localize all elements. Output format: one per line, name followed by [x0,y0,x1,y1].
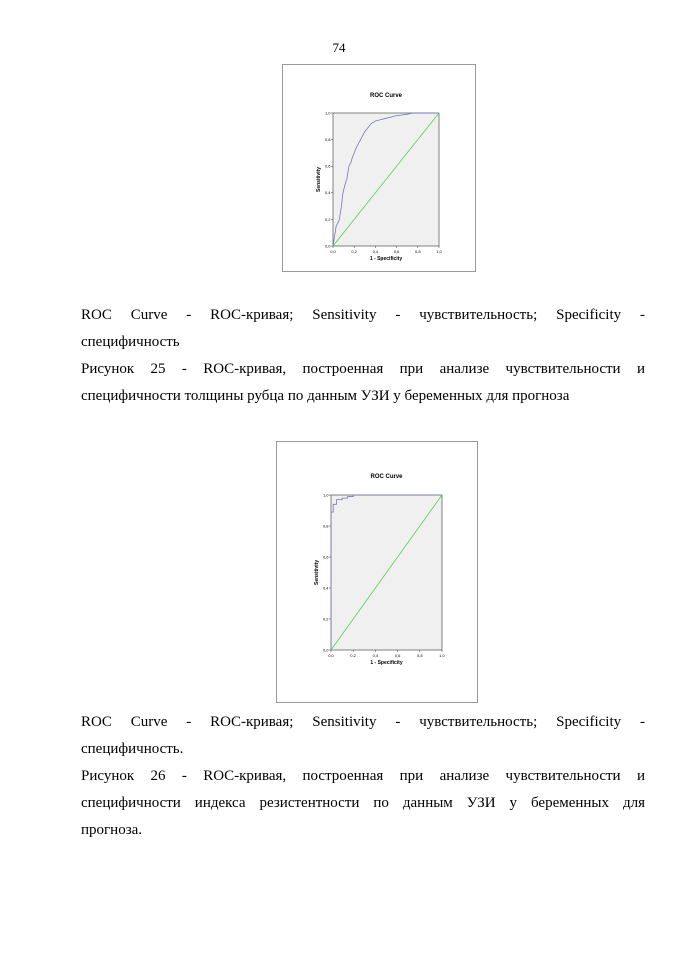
x-tick-label: 0,2 [350,653,356,658]
figure-25-title-line-2: специфичности толщины рубца по данным УЗИ у беременных для прогноза [81,388,570,404]
x-tick-label: 0,8 [415,249,421,254]
y-tick-label: 0,4 [322,585,329,591]
figure-26-legend-line-1: ROC Curve - ROC-кривая; Sensitivity - чувствительность; Specificity - [81,714,645,730]
x-axis-title: 1 - Specificity [369,256,403,262]
y-axis-title: Sensitivity [314,559,320,586]
x-tick-label: 0,4 [372,249,379,254]
y-tick-label: 0,8 [324,137,331,142]
y-tick-label: 0,2 [324,216,331,222]
figure-25-legend-line-2: специфичность [81,334,180,350]
y-tick-label: 1,0 [324,110,331,116]
y-tick-label: 0,0 [324,243,331,249]
x-tick-label: 0,0 [330,249,336,254]
figure-26-caption [81,709,645,844]
figure-26-legend-line-2: специфичность. [81,741,184,757]
figure-25-title-line-1: Рисунок 25 - ROC-кривая, построенная при анализе чувствительности и [81,361,645,377]
y-axis-title: Sensitivity [316,166,322,193]
chart-title: ROC Curve [369,93,403,99]
y-tick-label: 0,8 [322,523,329,529]
x-axis-title: 1 - Specificity [370,660,403,666]
page-number: 74 [332,40,346,55]
figure-26-frame [276,441,478,703]
figure-26-title-line-3: прогноза. [81,822,143,838]
figure-25-legend-line-1: ROC Curve - ROC-кривая; Sensitivity - чувствительность; Specificity - [81,307,645,323]
y-tick-label: 0,6 [322,554,329,560]
y-tick-label: 0,4 [324,190,331,196]
roc-chart-figure-25 [283,65,475,271]
y-tick-label: 1,0 [322,492,329,498]
x-tick-label: 0,8 [417,653,423,658]
x-tick-label: 0,0 [328,653,334,658]
x-tick-label: 1,0 [439,653,445,658]
chart-title: ROC Curve [370,474,403,480]
x-tick-label: 0,6 [393,249,400,254]
x-tick-label: 0,6 [394,653,401,658]
y-tick-label: 0,0 [322,647,329,653]
y-tick-label: 0,2 [322,616,329,622]
figure-26-title-line-1: Рисунок 26 - ROC-кривая, построенная при анализе чувствительности и [81,768,645,784]
roc-chart-figure-26 [277,442,477,702]
x-tick-label: 0,2 [351,249,357,254]
y-tick-label: 0,6 [324,163,331,169]
figure-25-frame [282,64,476,272]
x-tick-label: 0,4 [372,653,379,658]
figure-25-caption [81,302,645,410]
figure-26-title-line-2: специфичности индекса резистентности по данным УЗИ у беременных для [81,795,645,811]
x-tick-label: 1,0 [436,249,442,254]
